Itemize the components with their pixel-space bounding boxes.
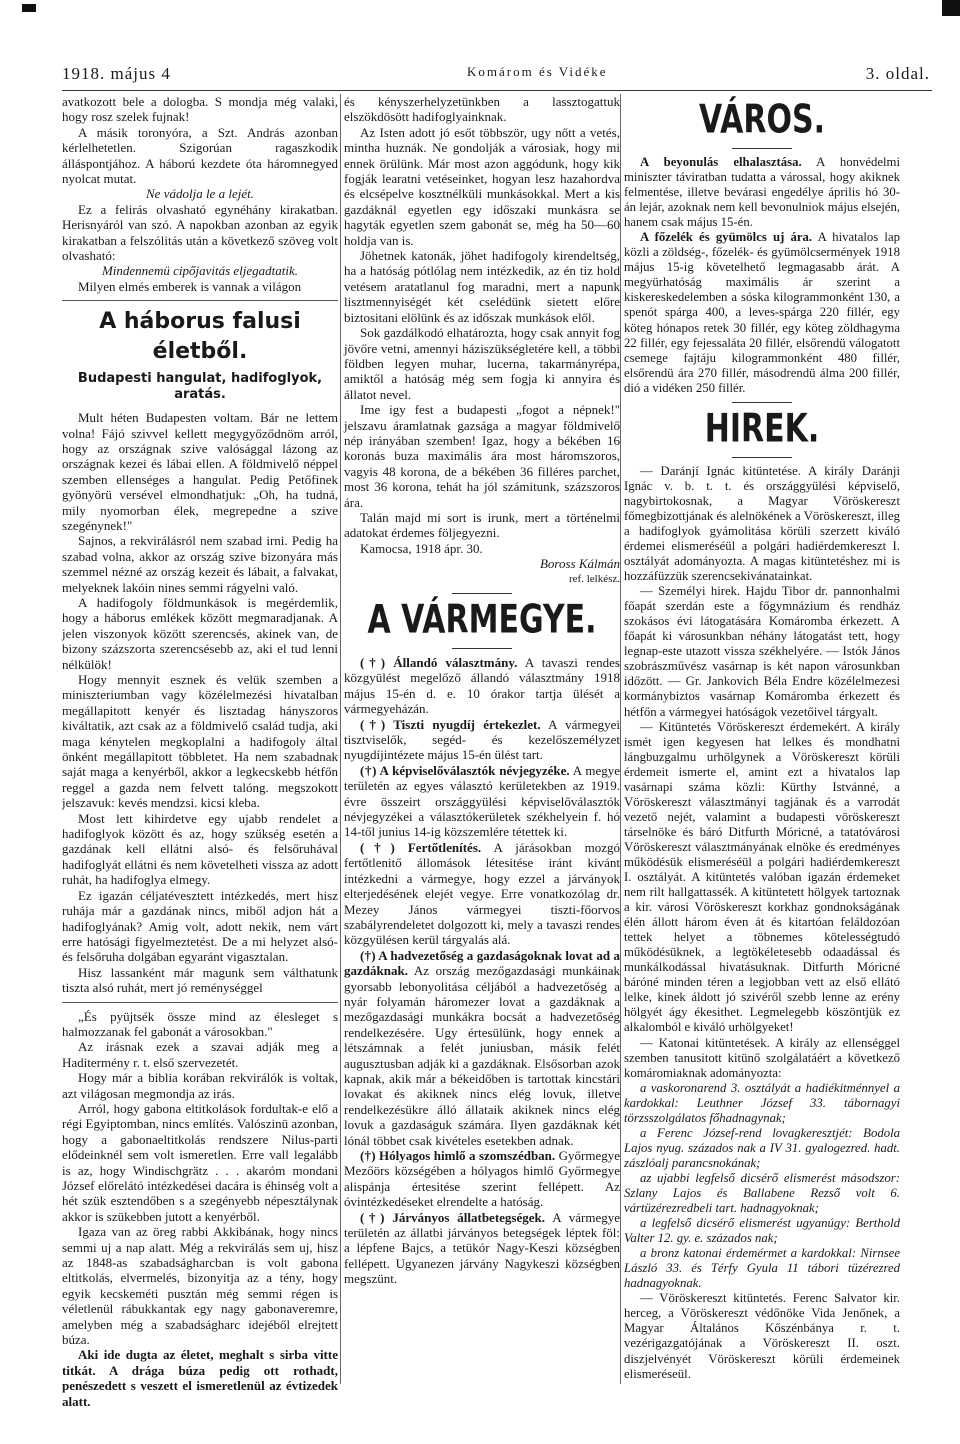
- item-title: (†) Hólyagos himlő a szomszédban.: [360, 1148, 556, 1163]
- header-page-number: 3. oldal.: [865, 64, 930, 83]
- divider: [62, 1002, 338, 1003]
- news-item: a legfelső dicsérő elismerést ugyanúgy: Berthold Valter 12. gy. e. százados nak;: [624, 1216, 900, 1246]
- item-text: Győrmegye Mezőörs községében a hólyagos himlő Győrmegye alispánja értesitése szerint fellépett. Az óvintézkedéseket elrendelte a hatóság.: [344, 1148, 621, 1210]
- paragraph: Ime igy fest a budapesti „fogot a népnek!" jelszavu áramlatnak gazsága a magyar földmivelő nép irányában szemben! Igaz, hogy a békében 16 koronás buza maximális ára most háromszoros, vagyis 48 korona, de a békében 36 filléres parchet, most 36 korona, tehát ha jól számitunk, százszoros ára.: [344, 402, 620, 510]
- item-text: A megye területén az egyes választó kerületekben az 1919. évre összeirt országgyülési képviselőválasztók névjegyzékei a választókerületek székhelyein f. hó 14-től junius 14-ig közszemlére tétettek ki.: [344, 762, 620, 840]
- paragraph: Hisz lassanként már magunk sem válthatunk tiszta alsó ruhát, mert jó reménységgel: [62, 964, 338, 996]
- divider: [732, 402, 792, 403]
- paragraph: Jöhetnek katonák, jöhet hadifogoly kirendeltség, ha a hatóság pótlólag nem intézkedik, az én tiz hold vetésem aratatlanul fog maradni, mert a napunk lisztmennyiségét két cselédünk sietett előre biztositani elölünk és az időszak munkások elől.: [344, 248, 620, 325]
- corner-mark-left: [22, 4, 36, 12]
- news-item: — Katonai kitüntetések. A király az ellenséggel szemben tanusitott kitünő szolgálatáért a következő komáromiaknak adományozta:: [624, 1035, 900, 1080]
- divider: [452, 593, 512, 594]
- header-date: 1918. május 4: [62, 64, 171, 83]
- item-text: A honvédelmi miniszter táviratban tudatta a várossal, hogy akiknek felmentése, illetve bevárasi engedélye április hó 30-án lejár, azoknak nem kell bevonulniok május elsején, hanem csak május 15-én.: [624, 155, 901, 230]
- column-left: [62, 94, 338, 1409]
- item-title: (†) Járványos állatbetegségek.: [360, 1209, 546, 1225]
- item-title: (†) Fertőtlenítés.: [360, 839, 482, 855]
- header-rule: [62, 90, 932, 91]
- column-middle: [344, 94, 620, 1287]
- item-title: (†) A hadvezetőség a gazdaságoknak lovat ad a gazdáknak.: [344, 947, 620, 979]
- paragraph: Milyen elmés emberek is vannak a világon: [78, 278, 302, 294]
- paragraph: A másik toronyóra, a Szt. András azonban kérlelhetetlen. Szigorúan ragaszkodik álláspontjához. A háború kezdete óta háromnegyed nyolcat mutat.: [62, 124, 338, 187]
- subtitle: Ne vádolja le a lejét.: [146, 186, 254, 202]
- item-title: (†) Állandó választmány.: [360, 655, 518, 670]
- divider: [452, 648, 512, 649]
- paragraph: avatkozott bele a dologba. S mondja még valaki, hogy rosz szelek fujnak!: [62, 94, 338, 125]
- news-item: a vaskoronarend 3. osztályát a hadiékitménnyel a kardokkal: Leuthner József 33. tábornagyi törzsszolgálatos főhadnagynak;: [624, 1080, 900, 1125]
- section-headline: A VÁRMEGYE.: [367, 597, 597, 644]
- paragraph: Sok gazdálkodó elhatározta, hogy csak annyit fog jövőre vetni, amennyi háziszükségletére kell, a többi földben legyen muhar, lucerna, takarmányrépa, amiktől a hatóság még sem fogja ki annyira és állatot nevel.: [344, 325, 620, 402]
- news-item: az ujabbi legfelső dicsérő elismerést másodszor: Szlany Lajos és Ballabene Rezső volt 6. vártüzérezredbeli tart. hadnagyoknak;: [624, 1170, 900, 1216]
- news-item: a bronz katonai érdemérmet a kardokkal: Nirnsee László 33. és Térfy Gyula 11 tábori tüzérezred hadnagyoknak.: [624, 1246, 900, 1291]
- paragraph: Talán majd mi sort is irunk, mert a történelmi adatokat érdemes följegyezni.: [344, 509, 620, 541]
- section-headline: HIREK.: [704, 406, 820, 452]
- header-publication: Komárom és Vidéke: [467, 64, 608, 79]
- column-right: [624, 94, 900, 1382]
- paragraph: Ez igazán céljatévesztett intézkedés, mert hisz ruhája már a gazdának nincs, miből adjon hát a hadifoglyának? Amig volt, adott nekik, nem várt erre hatósági figyelmeztetést. De a mi helyzet alsó- és felsőruha dolgában egyaránt vigasztalan.: [62, 887, 338, 965]
- news-item: — Vöröskereszt kitüntetés. Ferenc Salvator kir. herceg, a Vöröskereszt védőnöke Vida Jenőnek, a Magyar Általános Kőszénbánya r. t. vezérigazgatójának a Vöröskereszt II. oszt. diszjelvényét Vöröskereszt körüli érdemeinek elismeréseül.: [624, 1291, 900, 1381]
- signature-name: Boross Kálmán: [539, 556, 620, 572]
- paragraph: Kamocsa, 1918 ápr. 30.: [360, 540, 483, 556]
- paragraph: Ez a felirás olvasható egynéhány kirakatban. Herisnyáról van szó. A napokban azonban az egyik kirakatban a felszólitás után a következő szöveg volt olvasható:: [62, 201, 338, 264]
- paragraph: Aki ide dugta az életet, meghalt s sirba vitte titkát. A drága búza pedig ott rothadt, penészedett s veszett el ismeretlenül az évtizedek alatt.: [62, 1347, 338, 1409]
- news-item: a Ferenc József-rend lovagkeresztjét: Bodola Lajos nyug. százados nak a IV 31. gyalogezred. hadt. zászlóalj parancsnokának;: [624, 1125, 900, 1170]
- item-title: A beyonulás elhalasztása.: [640, 155, 802, 169]
- paragraph: „És pyüjtsék össze mind az élesleget s halmozzanak fel gabonát a városokban.": [62, 1008, 338, 1039]
- item-title: A főzelék és gyümölcs uj ára.: [640, 230, 813, 245]
- divider: [62, 300, 338, 301]
- item-title: (†) Tiszti nyugdíj értekezlet.: [360, 716, 541, 732]
- paragraph: Arról, hogy gabona eltitkolások fordultak-e elő a régi Egyiptomban, nincs említés. Valószinü azonban, hogy a gabonaeltitkolás rendszere Nilus-parti elődeinknél sem volt ismeretlen. Erre vall legalább is az, hogy Windischgrätz . . . akaróm mondani József előrelátó intézkedései dacára is éhinség volt a hét szük esztendőben s a szegényebb népesztálynak akkor is szükebben jutott a kenyérből.: [62, 1100, 338, 1224]
- news-item: — Személyi hirek. Hajdu Tibor dr. pannonhalmi főapát szerdán este a főgymnázium és rendház szokásos évi látogatására Komáromba érkezett. A főapát ki városunkban néhány látogatást tett, hogy legnap-este utazott vissza székhelyére. — Istók János szobrászművész vasárnap is két napon városunkban időzött. — Gr. Jankovich Béla Endre közélelmezesi kormánybiztos vasárnap Komáromba érkezett és hétfőn a vármegyei hatóságok vezetőivel tárgyalt.: [624, 584, 900, 719]
- paragraph: Mult héten Budapesten voltam. Bár ne lettem volna! Fájó szivvel kellett megygyőződnöm arról, hogy az országnak szive valósággal lázong az országnak kezei és lábai ellen. A földmivelő néppel szemben ellenséges a hangulat. Pedig Petőfinek gyönyörü versével elmondhatjuk: „Oh, ha tudná, mily nyomorban élek, megrepedne a szive szegénynek!": [62, 410, 338, 533]
- item-title: (†) A képviselőválasztók névjegyzéke.: [360, 762, 570, 778]
- item-text: A járásokban mozgó fertőtlenitő állomások létesitése iránt kivánt intézkedni a vármegye, hogy ezzel a járványok elterjedésének elejét vegye. Erre vonatkozólag dr. Mezey János vármegyei tiszti-főorvos szabályrendeletet dolgozott ki, mely a tavaszi rendes közgyülésen kerül tárgyalás alá.: [344, 839, 620, 948]
- section-headline: VÁROS.: [698, 97, 825, 144]
- item-text: Az ország mezőgazdasági munkáinak gyorsabb lebonyolitása céljából a hadvezetőség a nyár folyamán háromezer lovat a gazdáknak a mezőgazdasági munkákra bocsát a hadvezetőség rendelkezésére. Ugy értesülünk, hogy ennek a létszámnak a felét juniusban, másik felét augusztusban adják ki a gazdáknak. Elsősorban azok kapnak, akik már a békeidőben is tartottak kincstári lovakat és akiknek nincs elég lovuk, illetve rendelkezésükre álló állataik akiknek nincs elég lovuk a gazdaságuk számára. Ilyen gazdáknak két lónál többet csak kivételes esetekben adnak.: [344, 963, 620, 1148]
- divider: [732, 148, 792, 149]
- paragraph: A hadifogoly földmunkások is megérdemlik, hogy a háborus emlékek között megmaradjanak. A jelen viszonyok között szerencsés, akinek van, de bizony százszorta szerencsésebb az, aki el tud lenni nélkülök!: [62, 594, 338, 672]
- column-rule-2: [620, 94, 621, 1384]
- paragraph: Most lett kihirdetve egy ujabb rendelet a hadifoglyok között és az, hogy szükség esetén a gazdának kell ellátni alsó- és felsőruhával hadifoglyát ellátni és nem követelheti vissza az adott ruhát, ha hadifoglya elmegy.: [62, 810, 338, 888]
- signature-title: ref. lelkész.: [569, 572, 620, 585]
- news-item: — Daránjí Ignác kitüntetése. A király Daránji Ignác v. b. t. t. és országgyülési képviselő, nagybirtokosnak, a Magyar Vöröskereszt főmegbizottjának és alelnökének a Vöröskereszt, illeg a hadifoglyok gyámolitása körüli szerzett kiváló érdemei elismeréséül a polgári hadiérdemkereszt I. osztályát adományozta. A magas kitüntetéshez mi is hozzáfüzzük szerencsekivánatainkat.: [624, 463, 900, 584]
- quote: Mindennemü cipőjavitás eljegadtatik.: [101, 263, 299, 279]
- paragraph: és kényszerhelyzetünkben a lassztogattuk elszökdösött hadifoglyainknak.: [344, 94, 620, 125]
- article-headline: A háborus falusi életből.: [99, 309, 301, 365]
- item-text: A vármegye területén az állatbi járványos betegségek léptek föl: a lépfene Bajcs, a tetükór Nagy-Keszi községben fellépett. Ugyanezen járvány Nagykeszi községben megszünt.: [344, 1209, 620, 1287]
- item-text: A hivatalos lap közli a zöldség-, főzelék- és gyümölcsermények 1918 május 15-ig követelhető legmagasabb árát. A megyürhatóság maximális ár szerint a kiskereskedelemben a sóska kilogrammonként 130, a spenót spárga 400, a leves-spárga 220 fillér, egy köteg hónapos retek 30 fillér, egy köteg zöldhagyma 22 fillér, egy fejessaláta 20 fillér, elsőrendü válogatott csemege fajtáju kilogrammonként 480 fillér, elsőrendü ára 270 fillér, másodrendü álma 200 fillér, dió a vidéken 250 fillér.: [624, 230, 900, 395]
- corner-mark-right: [942, 0, 960, 16]
- news-item: — Kitüntetés Vöröskereszt érdemekért. A király ismét igen kegyesen hat lelkes és mondhatni lángbuzgalmu urhölgynek a Vöröskereszt körüli érdemeit ismerte el, amint ezt a hivatalos lap vasárnapi száma közli: Kürthy Istvánné, a Vöröskereszt választmányi tagjának és a varrodát vezető nejét, valamint a budapesti vöröskereszt társelnöke és báró Ditfurth Móricné, a tatatóvárosi Vöröskereszt választmányának elnöke és eredményes működésük elismeréséül a polgári hadiérdemkereszt I. osztályát. A kitüntetés valóban igazán érdemeket nem rilt hallgattassék. A kitüntetett hölgyek tartoznak a kir. városi Vöröskereszt korkhaz gondnokságának élén állott három éven át és kitartóan feláldozóan tettek helyet a töbnemes kötelességtudó működésüknek, a legtökéletesebb odaadással és munkálkodással hivatásuknak. Ditfurth Móricné báróné minden téren a legjobban vett az első ellátó lelke, kinek áldott jó szivéről szebb lenne az erény hölgyét ágy ékesithet. Legmelegebb köszöntjük ez alkalomból e kiváló urhölgyeket!: [624, 719, 900, 1035]
- paragraph: Hogy mennyit esznek és velük szemben a miniszteriumban vagy közélelmezési hivatalban megállapitott kenyér és lisztadag hányszoros kiváltatik, azt csak az a földmivelő család tudja, aki maga kénytelen megkoplalni a hadifogoly által önként megállapitott többletet. Ha nem szabadnak saját maga a kenyérből, akkor a legkecskebb hétfőn reggel a gazda nem felvett talóng. megszokott jelszavuk: kevés mendzsi. kicsi kleba.: [62, 672, 338, 811]
- paragraph: Az irásnak ezek a szavai adják meg a Haditermény r. t. első szervezetét.: [62, 1039, 338, 1070]
- paragraph: Sajnos, a rekvirálásról nem szabad irni. Pedig ha szabad volna, akkor az ország szive bizonyára más szemmel nézné az ország kezeit és lábait, a falvakat, melyeknek lakóin nines semmi rágyelni való.: [62, 533, 338, 595]
- item-text: A tavaszi rendes közgyülést megelőző állandó választmány 1918 május 15-én d. e. 10 órakor tartja ülését a vármegyeházán.: [344, 655, 620, 717]
- item-text: A vármegyei tisztviselők, segéd- és kezelőszemélyzet nyugdíjintézete május 15-én ülést tart.: [344, 716, 620, 763]
- column-rule-1: [340, 94, 341, 1384]
- paragraph: Igaza van az öreg rabbi Akkibának, hogy nincs semmi uj a nap alatt. Még a rekvirálás sem uj, hisz az 1848-as szabadságharcban is volt gabona eltitkolás, elvermelés, bizonyitja az a tény, hogy egyik kecskeméti pusztán még semmi régen is véletlenül rábukkantak egy nagy gabonaveremre, amelyben még a szabadságharc idejéből elrejtett búza.: [62, 1224, 338, 1348]
- paragraph: Az Isten adott jó esőt többször, ugy nőtt a vetés, mintha huznák. Ne gondolják a városiak, hogy mi ennek örülünk. Már most azon aggódunk, hogy kik fogják learatni vetéseinket, hogyan lesz hazahordva és elcsépelve kosztnélküli munkásokkal. Mert a kis gazdáknál egyetlen egy időszaki munkásra se hagyták egyetlen szem gabonát se, még ha 50—60 holdja van is.: [344, 124, 620, 248]
- article-subheadline: Budapesti hangulat, hadifoglyok, aratás.: [77, 371, 323, 402]
- divider: [732, 457, 792, 458]
- paragraph: Hogy már a biblia korában rekvirálók is voltak, azt világosan megmondja az irás.: [62, 1070, 338, 1101]
- page-header: [62, 64, 930, 86]
